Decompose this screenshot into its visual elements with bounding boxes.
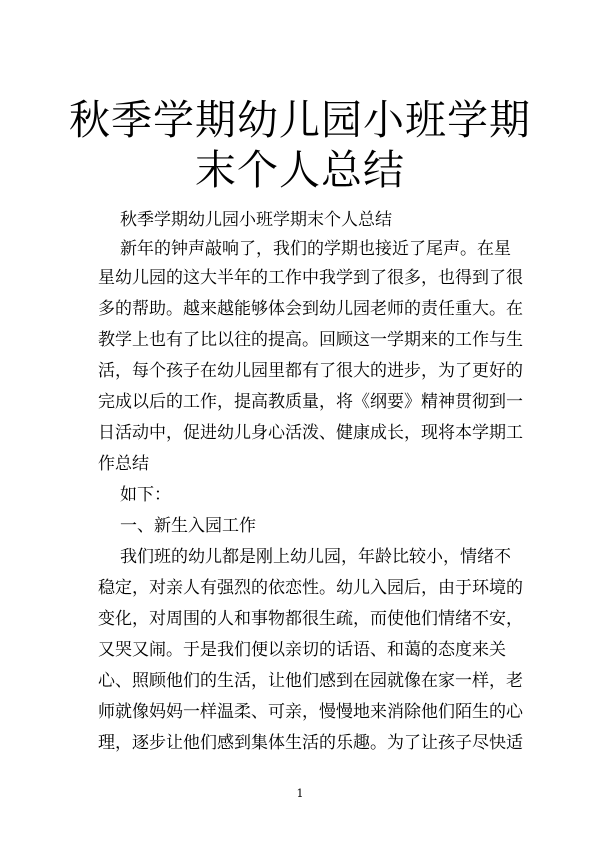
document-title-line-1: 秋季学期幼儿园小班学期 (69, 96, 531, 144)
paragraph-line: 新年的钟声敲响了，我们的学期也接近了尾声。在星 (120, 239, 511, 259)
paragraph-line: 多的帮助。越来越能够体会到幼儿园老师的责任重大。在 (98, 299, 523, 319)
paragraph-line: 教学上也有了比以往的提高。回顾这一学期来的工作与生 (98, 330, 523, 350)
page-number: 1 (296, 787, 304, 800)
paragraph-line: 变化，对周围的人和事物都很生疏，而使他们情绪不安， (98, 609, 523, 629)
document-title-line-2: 末个人总结 (195, 146, 405, 194)
paragraph-line: 日活动中，促进幼儿身心活泼、健康成长，现将本学期工 (98, 423, 523, 443)
paragraph-line: 又哭又闹。于是我们便以亲切的话语、和蔼的态度来关 (98, 640, 506, 660)
paragraph-line: 完成以后的工作，提高教质量，将《纲要》精神贯彻到一 (98, 392, 523, 412)
paragraph-line: 理，逐步让他们感到集体生活的乐趣。为了让孩子尽快适 (98, 733, 523, 753)
paragraph-line: 活，每个孩子在幼儿园里都有了很大的进步，为了更好的 (98, 361, 523, 381)
section-heading: 一、新生入园工作 (120, 516, 256, 536)
paragraph-line: 我们班的幼儿都是刚上幼儿园，年龄比较小，情绪不 (120, 547, 511, 567)
paragraph-line: 如下： (120, 485, 171, 505)
subtitle-line: 秋季学期幼儿园小班学期末个人总结 (120, 210, 392, 230)
paragraph-line: 心、照顾他们的生活，让他们感到在园就像在家一样，老 (98, 671, 523, 691)
paragraph-line: 稳定，对亲人有强烈的依恋性。幼儿入园后，由于环境的 (98, 578, 523, 598)
paragraph-line: 师就像妈妈一样温柔、可亲，慢慢地来消除他们陌生的心 (98, 702, 523, 722)
paragraph-line: 星幼儿园的这大半年的工作中我学到了很多，也得到了很 (98, 268, 523, 288)
paragraph-line: 作总结 (98, 454, 149, 474)
